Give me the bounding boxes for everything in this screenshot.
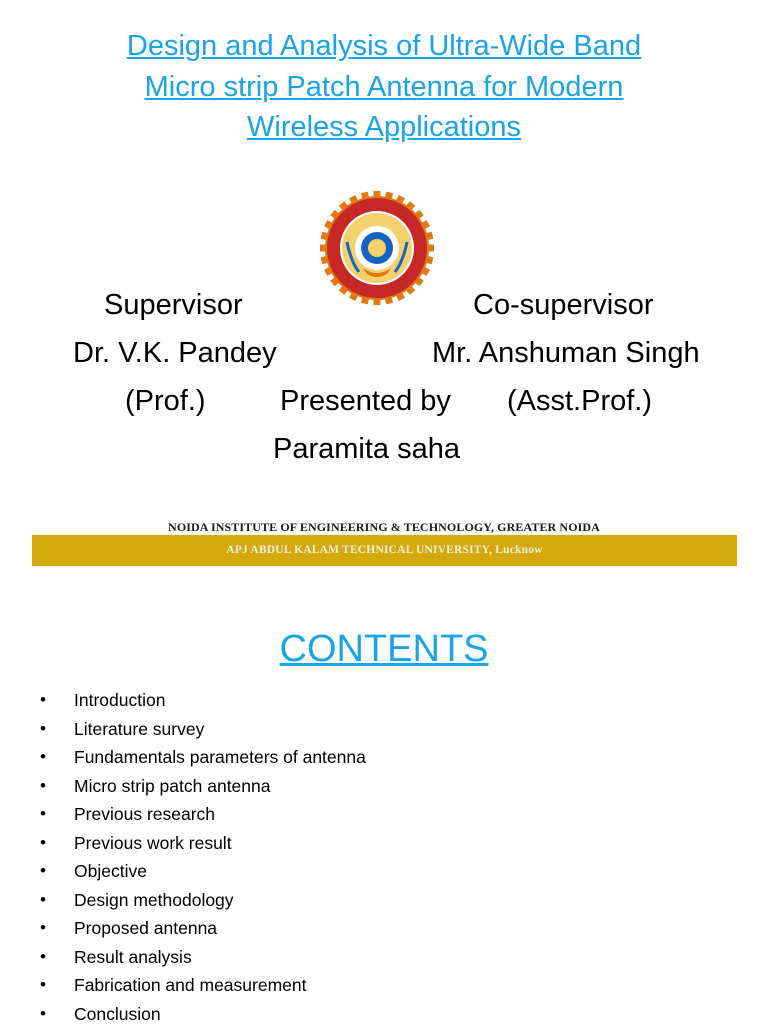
bullet-icon: • xyxy=(40,886,46,915)
university-seal-icon xyxy=(319,190,435,306)
contents-item-label: Proposed antenna xyxy=(74,918,217,938)
list-item xyxy=(40,800,740,829)
presentation-title xyxy=(0,26,768,148)
bullet-icon: • xyxy=(40,971,46,1000)
bullet-icon: • xyxy=(40,715,46,744)
bullet-icon: • xyxy=(40,857,46,886)
contents-item-label: Literature survey xyxy=(74,719,204,739)
bullet-icon: • xyxy=(40,686,46,715)
bullet-icon: • xyxy=(40,829,46,858)
bullet-icon: • xyxy=(40,772,46,801)
contents-item-label: Design methodology xyxy=(74,890,234,910)
title-line-3: Wireless Applications xyxy=(0,107,768,148)
bullet-icon: • xyxy=(40,743,46,772)
supervisor-name: Dr. V.K. Pandey xyxy=(73,329,277,377)
co-supervisor-role: Co-supervisor xyxy=(473,281,654,329)
co-supervisor-name: Mr. Anshuman Singh xyxy=(432,329,700,377)
contents-item-label: Introduction xyxy=(74,690,165,710)
contents-item-label: Conclusion xyxy=(74,1004,161,1024)
supervisor-designation: (Prof.) xyxy=(125,377,206,425)
title-line-2: Micro strip Patch Antenna for Modern xyxy=(0,67,768,108)
list-item xyxy=(40,772,740,801)
contents-item-label: Micro strip patch antenna xyxy=(74,776,271,796)
institute-name: NOIDA INSTITUTE OF ENGINEERING & TECHNOLOGY, GREATER NOIDA xyxy=(0,520,768,535)
co-supervisor-designation: (Asst.Prof.) xyxy=(507,377,652,425)
presenter-name: Paramita saha xyxy=(273,425,460,473)
list-item xyxy=(40,743,740,772)
bullet-icon: • xyxy=(40,943,46,972)
contents-item-label: Previous research xyxy=(74,804,215,824)
list-item xyxy=(40,943,740,972)
supervisor-role: Supervisor xyxy=(104,281,243,329)
university-name: APJ ABDUL KALAM TECHNICAL UNIVERSITY, Lucknow xyxy=(32,544,737,556)
list-item xyxy=(40,686,740,715)
list-item xyxy=(40,715,740,744)
contents-item-label: Fabrication and measurement xyxy=(74,975,306,995)
contents-item-label: Result analysis xyxy=(74,947,192,967)
contents-item-label: Previous work result xyxy=(74,833,232,853)
list-item xyxy=(40,971,740,1000)
presented-by-label: Presented by xyxy=(280,377,451,425)
institute-banner xyxy=(32,535,737,566)
title-line-1: Design and Analysis of Ultra-Wide Band xyxy=(0,26,768,67)
contents-heading: CONTENTS xyxy=(0,624,768,674)
bullet-icon: • xyxy=(40,800,46,829)
list-item xyxy=(40,829,740,858)
list-item xyxy=(40,914,740,943)
contents-list xyxy=(40,686,740,1028)
list-item xyxy=(40,886,740,915)
bullet-icon: • xyxy=(40,1000,46,1028)
bullet-icon: • xyxy=(40,914,46,943)
contents-item-label: Fundamentals parameters of antenna xyxy=(74,747,366,767)
list-item xyxy=(40,857,740,886)
contents-item-label: Objective xyxy=(74,861,147,881)
